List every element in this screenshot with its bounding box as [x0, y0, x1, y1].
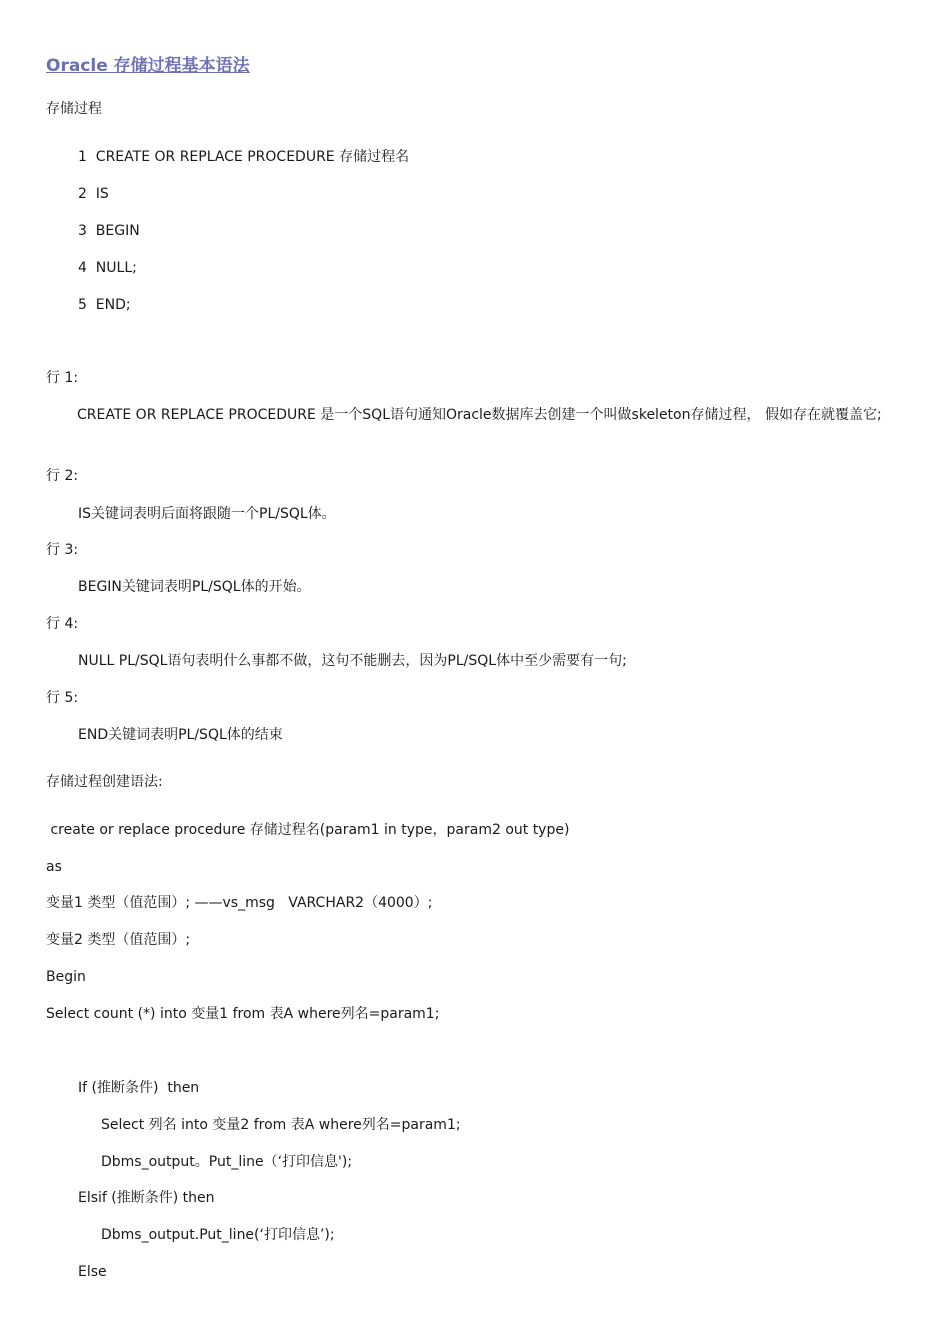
code-line: 变量1 类型（值范围）; ——vs_msg VARCHAR2（4000）; [46, 895, 433, 911]
code-line: Begin [46, 969, 86, 985]
code-line: 变量2 类型（值范围）; [46, 932, 191, 948]
doc-title[interactable]: Oracle 存储过程基本语法 [46, 56, 250, 76]
explanation-text: END关键词表明PL/SQL体的结束 [78, 727, 283, 743]
section-heading: 存储过程 [46, 101, 102, 117]
section-heading: 存储过程创建语法: [46, 774, 163, 790]
code-line: Select count (*) into 变量1 from 表A where列名=param1; [46, 1006, 440, 1022]
code-line: create or replace procedure 存储过程名(param1 in type，param2 out type) [46, 822, 570, 838]
code-line: Select 列名 into 变量2 from 表A where列名=param1; [101, 1117, 461, 1133]
code-line: 4 NULL; [78, 260, 137, 276]
line-label: 行 1: [46, 370, 79, 386]
code-line: If (推断条件) then [78, 1080, 200, 1096]
explanation-text: CREATE OR REPLACE PROCEDURE 是一个SQL语句通知Oracle数据库去创建一个叫做skeleton存储过程， 假如存在就覆盖它; [77, 407, 882, 423]
line-label: 行 2: [46, 468, 79, 484]
code-line: 2 IS [78, 186, 109, 202]
code-line: Dbms_output.Put_line(‘打印信息’); [101, 1227, 335, 1243]
code-line: Dbms_output。Put_line（‘打印信息'); [101, 1154, 353, 1170]
code-line: Elsif (推断条件) then [78, 1190, 215, 1206]
line-label: 行 3: [46, 542, 79, 558]
code-line: as [46, 859, 62, 875]
line-label: 行 5: [46, 690, 79, 706]
code-line: 5 END; [78, 297, 131, 313]
explanation-text: IS关键词表明后面将跟随一个PL/SQL体。 [78, 506, 336, 522]
line-label: 行 4: [46, 616, 79, 632]
explanation-text: BEGIN关键词表明PL/SQL体的开始。 [78, 579, 311, 595]
code-line: Else [78, 1264, 107, 1280]
code-line: 1 CREATE OR REPLACE PROCEDURE 存储过程名 [78, 149, 410, 165]
explanation-text: NULL PL/SQL语句表明什么事都不做，这句不能删去，因为PL/SQL体中至少需要有一句; [78, 653, 627, 669]
code-line: 3 BEGIN [78, 223, 140, 239]
